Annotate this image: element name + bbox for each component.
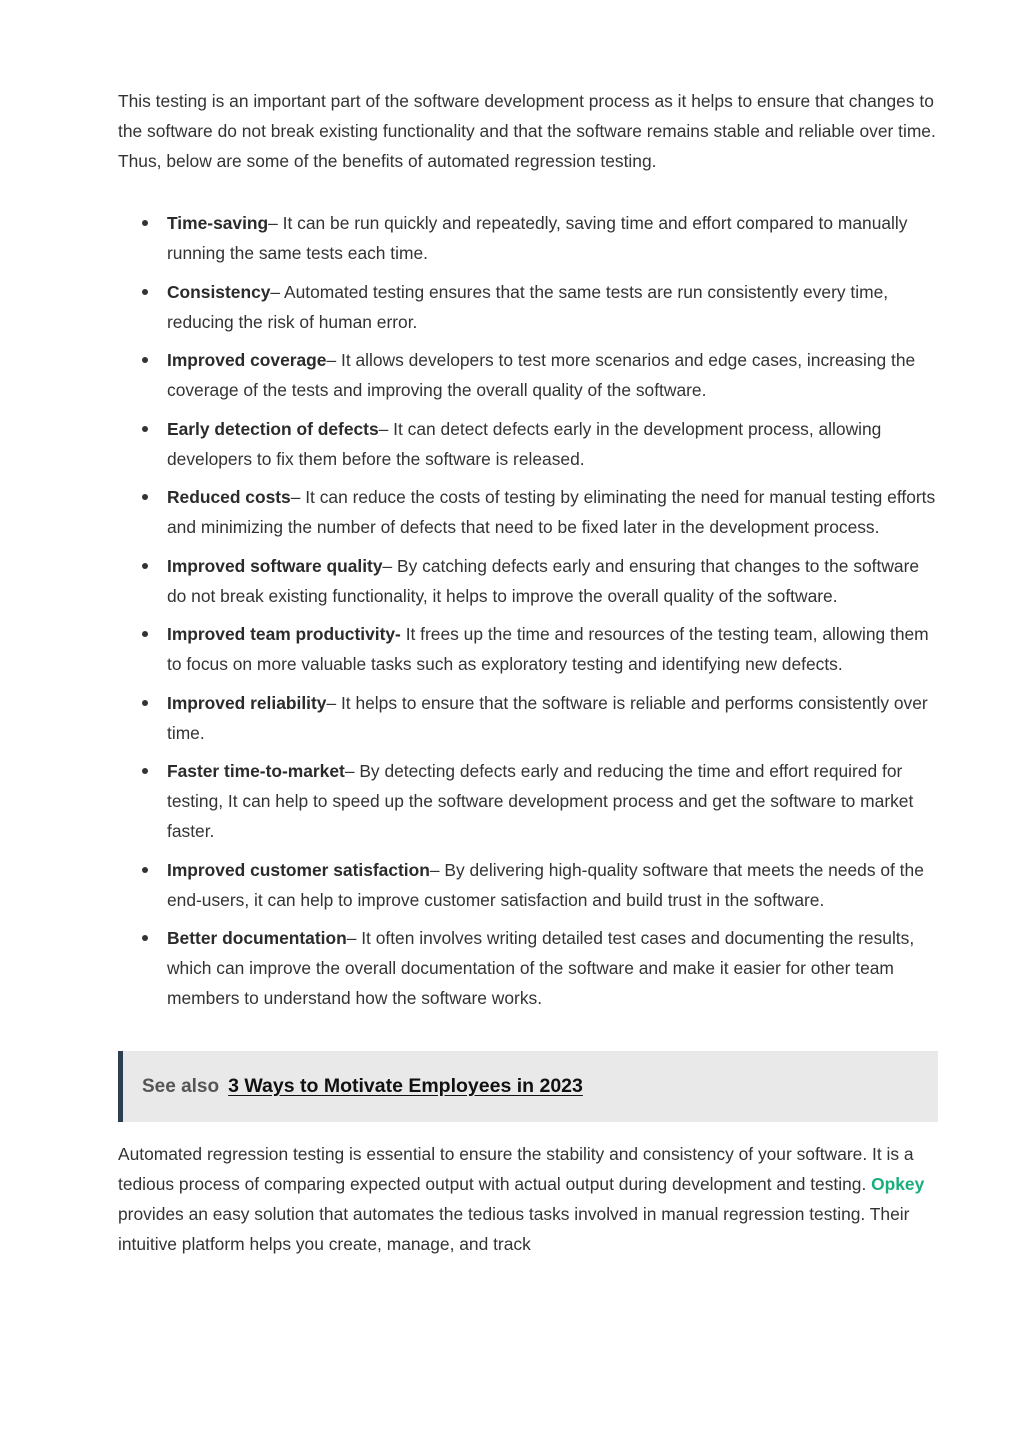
benefit-item bbox=[118, 345, 938, 405]
bullet-icon bbox=[142, 426, 148, 432]
benefits-list bbox=[118, 208, 938, 1013]
benefit-item bbox=[118, 208, 938, 268]
benefit-item bbox=[118, 414, 938, 474]
benefit-title: Improved customer satisfaction bbox=[167, 859, 430, 880]
bullet-icon bbox=[142, 494, 148, 500]
benefit-item bbox=[118, 923, 938, 1013]
article-content bbox=[118, 86, 938, 1259]
bullet-icon bbox=[142, 768, 148, 774]
benefit-text: – By detecting defects early and reducing the time and effort required for testing, It can help to speed up the software development process and get the software to market faster. bbox=[167, 761, 914, 841]
bullet-icon bbox=[142, 220, 148, 226]
benefit-title: Better documentation bbox=[167, 928, 347, 948]
benefit-item bbox=[118, 688, 938, 748]
closing-text-after: provides an easy solution that automates the tedious tasks involved in manual regression testing. Their intuitive platform helps you create, manage, and track bbox=[118, 1204, 910, 1254]
opkey-link[interactable]: Opkey bbox=[871, 1174, 925, 1194]
benefit-title: Faster time-to-market bbox=[167, 761, 345, 781]
benefit-text: It frees up the time and resources of the testing team, allowing them to focus on more valuable tasks such as exploratory testing and identifying new defects. bbox=[167, 624, 929, 674]
benefit-title: Early detection of defects bbox=[167, 418, 379, 439]
benefit-item bbox=[118, 619, 938, 679]
benefit-text: – It allows developers to test more scenarios and edge cases, increasing the coverage of the tests and improving the overall quality of the software. bbox=[167, 350, 916, 400]
intro-paragraph: This testing is an important part of the software development process as it helps to ensure that changes to the software do not break existing functionality and that the software remains stable and reliable over time. Thus, below are some of the benefits of automated regression testing. bbox=[118, 91, 936, 171]
closing-paragraph bbox=[118, 1139, 938, 1259]
bullet-icon bbox=[142, 357, 148, 363]
benefit-text: – By delivering high-quality software that meets the needs of the end-users, it can help to improve customer satisfaction and build trust in the software. bbox=[167, 859, 924, 910]
benefit-text: – It can detect defects early in the development process, allowing developers to fix them before the software is released. bbox=[167, 418, 882, 469]
benefit-text: – It helps to ensure that the software is reliable and performs consistently over time. bbox=[167, 692, 928, 743]
benefit-text: – It often involves writing detailed test cases and documenting the results, which can improve the overall documentation of the software and make it easier for other team members to understand how the software works. bbox=[167, 928, 915, 1008]
see-also-link[interactable]: 3 Ways to Motivate Employees in 2023 bbox=[228, 1075, 583, 1097]
benefit-title: Improved reliability bbox=[167, 692, 327, 713]
benefit-text: – By catching defects early and ensuring that changes to the software do not break existing functionality, it helps to improve the overall quality of the software. bbox=[167, 555, 920, 606]
benefit-title: Consistency bbox=[167, 281, 271, 302]
closing-text-before: Automated regression testing is essential to ensure the stability and consistency of your software. It is a tedious process of comparing expected output with actual output during development and testing. bbox=[118, 1144, 914, 1194]
benefit-title: Improved coverage bbox=[167, 350, 327, 370]
benefit-text: – Automated testing ensures that the same tests are run consistently every time, reducing the risk of human error. bbox=[167, 281, 889, 332]
benefit-title: Time-saving bbox=[167, 213, 269, 233]
bullet-icon bbox=[142, 700, 148, 706]
benefit-text: – It can reduce the costs of testing by eliminating the need for manual testing efforts and minimizing the number of defects that need to be fixed later in the development process. bbox=[167, 487, 936, 537]
benefit-title: Improved software quality bbox=[167, 555, 383, 576]
benefit-title: Improved team productivity- bbox=[167, 624, 401, 644]
benefit-item bbox=[118, 756, 938, 846]
bullet-icon bbox=[142, 563, 148, 569]
benefit-item bbox=[118, 551, 938, 611]
see-also-label: See also bbox=[142, 1075, 220, 1097]
bullet-icon bbox=[142, 867, 148, 873]
bullet-icon bbox=[142, 289, 148, 295]
bullet-icon bbox=[142, 631, 148, 637]
see-also-callout bbox=[118, 1051, 938, 1122]
benefit-text: – It can be run quickly and repeatedly, saving time and effort compared to manually running the same tests each time. bbox=[167, 213, 908, 263]
benefit-item bbox=[118, 277, 938, 337]
bullet-icon bbox=[142, 935, 148, 941]
benefit-title: Reduced costs bbox=[167, 487, 291, 507]
benefit-item bbox=[118, 482, 938, 542]
benefit-item bbox=[118, 855, 938, 915]
